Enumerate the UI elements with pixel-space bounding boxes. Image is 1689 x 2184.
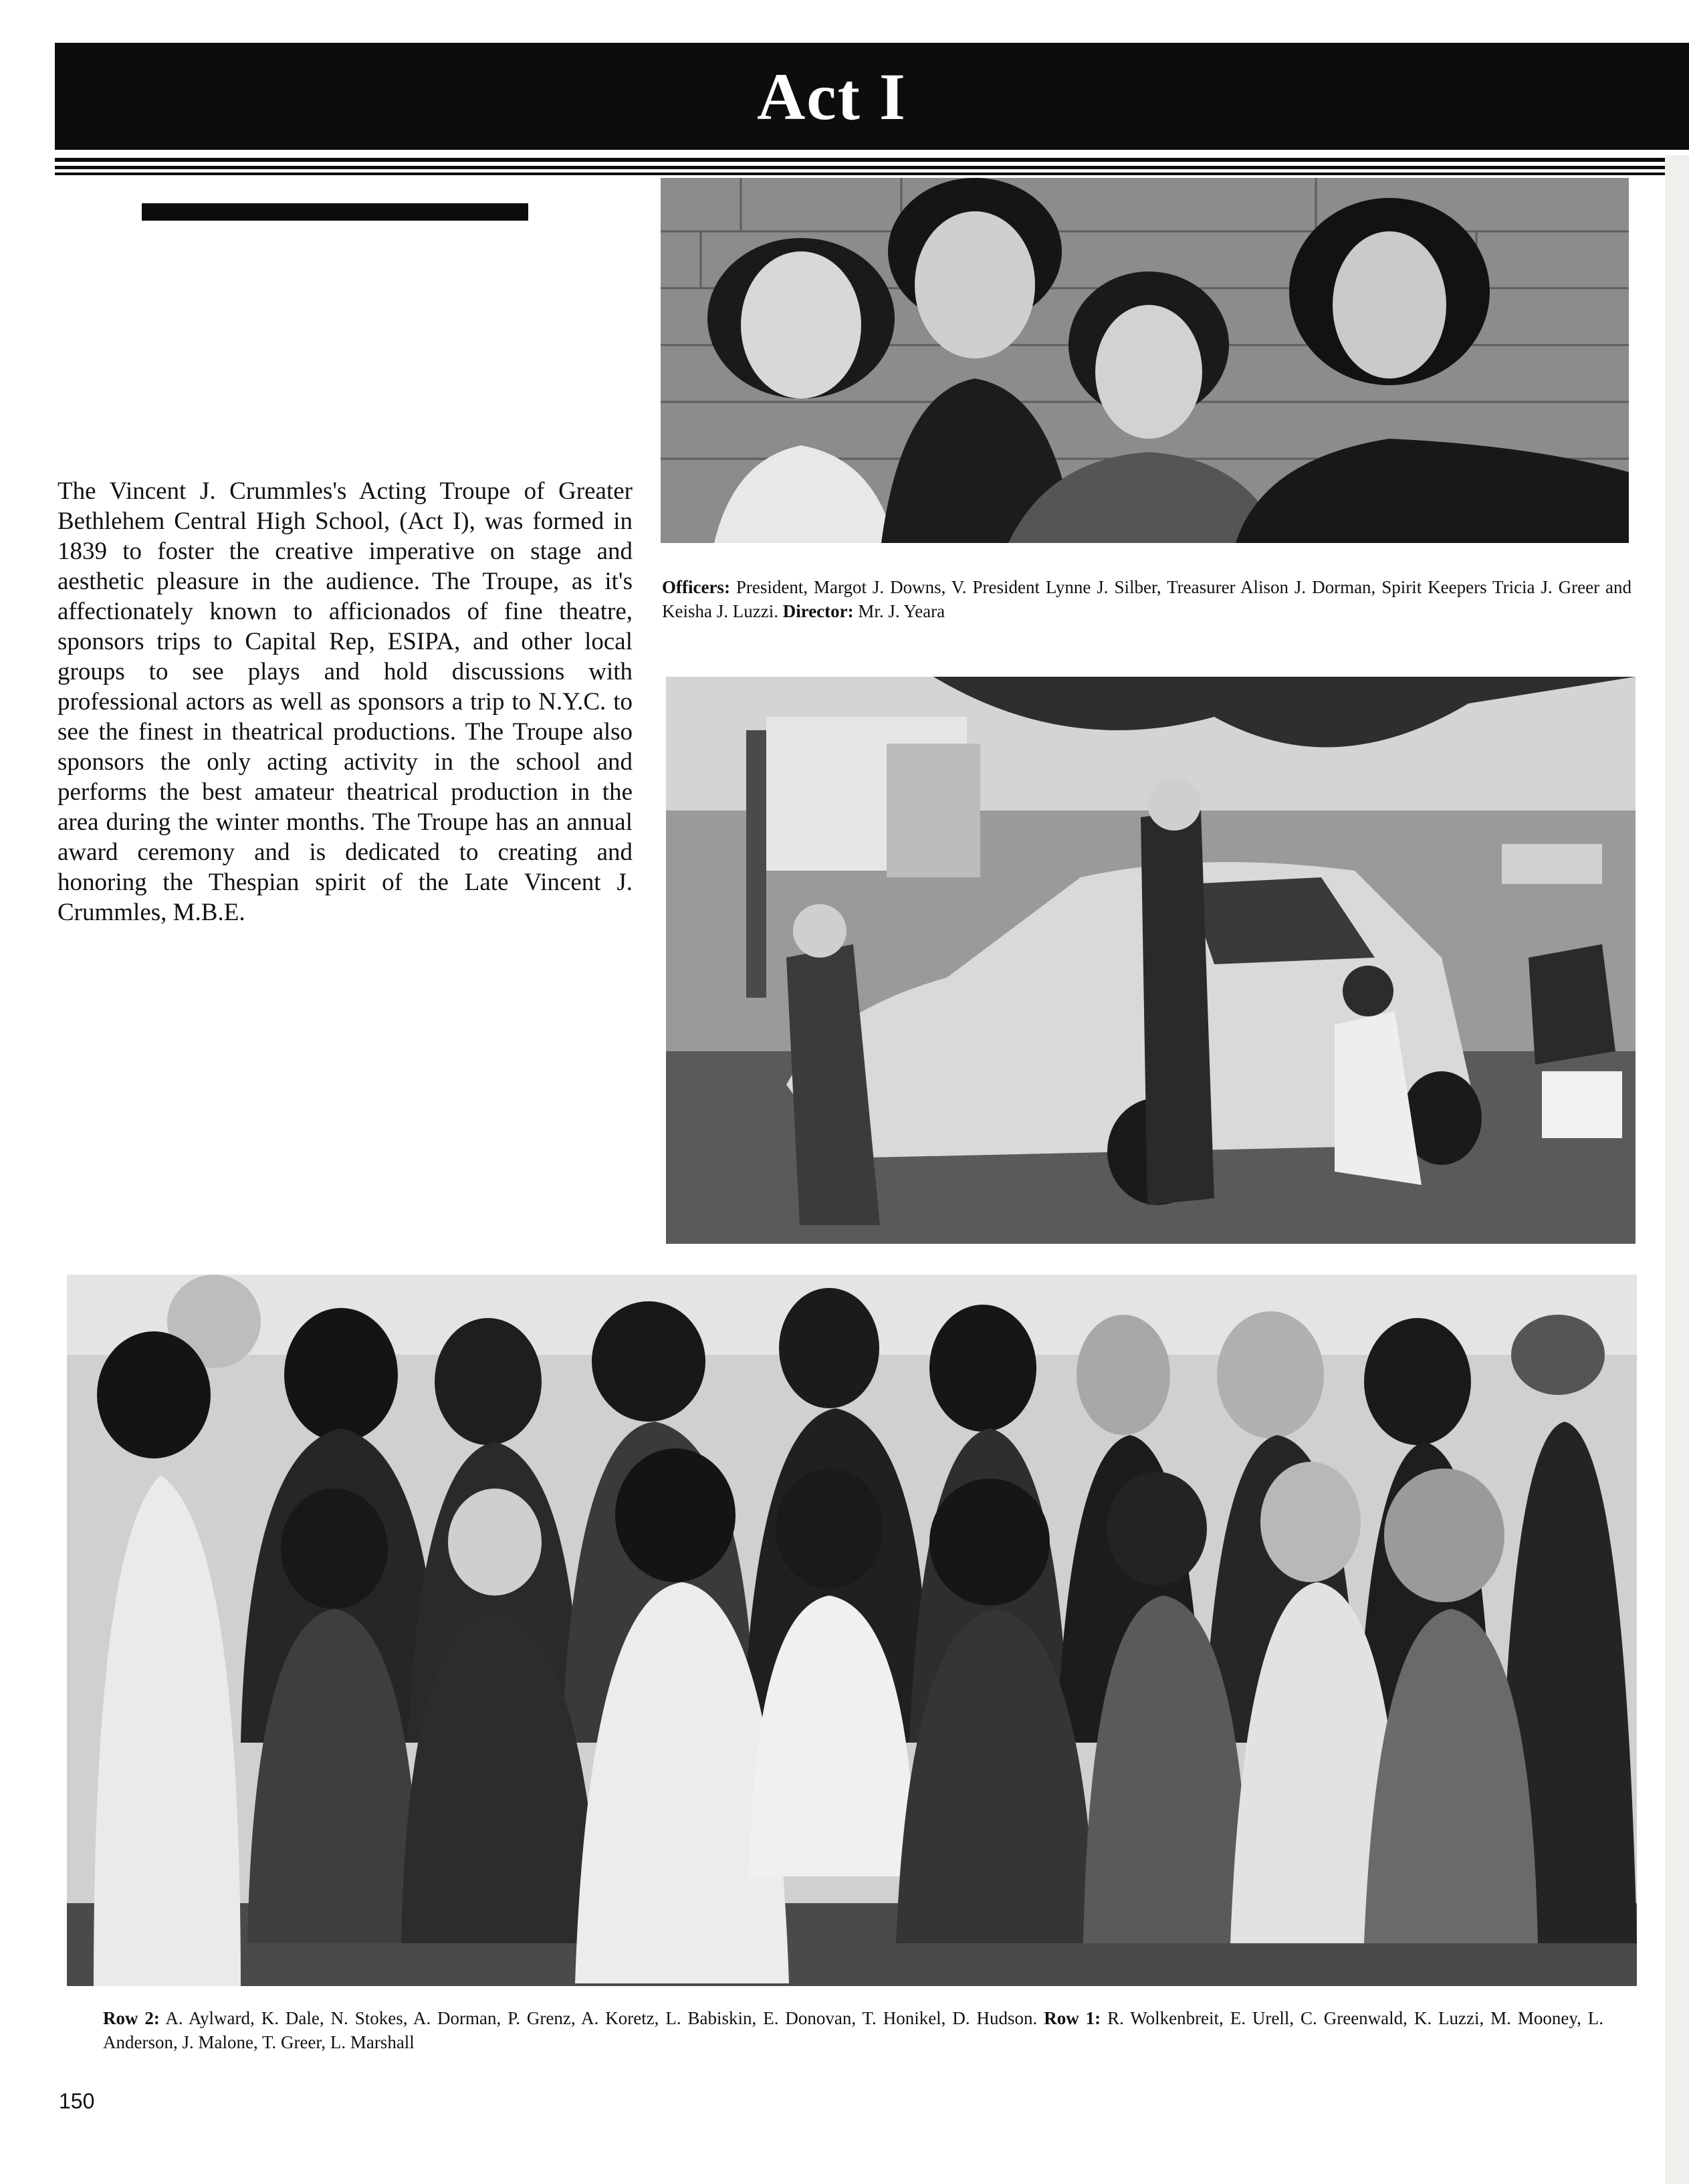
officers-text: President, Margot J. Downs, V. President Lynne J. Silber, Treasurer Alison J. Dorman, Spirit Keepers Tricia J. Greer and Keisha J. Luzzi. xyxy=(662,577,1631,621)
divider-rule-1 xyxy=(55,158,1689,162)
director-label: Director: xyxy=(782,601,854,621)
page-edge-shadow xyxy=(1665,155,1689,2184)
article-body: The Vincent J. Crummles's Acting Troupe of Greater Bethlehem Central High School, (Act I), was formed in 1839 to foster the creative imperative on stage and aesthetic pleasure in the audience. The Troupe, as it's affectionately known to afficionados of fine theatre, sponsors trips to Capital Rep, ESIPA, and other local groups to see plays and hold discussions with professional actors as well as sponsors a trip to N.Y.C. to see the finest in theatrical productions. The Troupe also sponsors the only acting activity in the school and performs the best amateur theatrical production in the area during the winter months. The Troupe has an annual award ceremony and is dedicated to creating and honoring the Thespian spirit of the Late Vincent J. Crummles, M.B.E. xyxy=(58,477,633,926)
group-caption xyxy=(103,2006,1603,2054)
row1-label: Row 1: xyxy=(1044,2008,1101,2028)
divider-rule-2 xyxy=(55,166,1689,169)
divider-rule-3 xyxy=(55,173,1689,175)
officers-caption xyxy=(662,575,1631,623)
accent-bar xyxy=(142,203,528,221)
page-title: Act I xyxy=(757,59,907,134)
row2-text: A. Aylward, K. Dale, N. Stokes, A. Dorman, P. Grenz, A. Koretz, L. Babiskin, E. Donovan, T. Honikel, D. Hudson. xyxy=(159,2008,1044,2028)
director-text: Mr. J. Yeara xyxy=(853,601,945,621)
group-photo xyxy=(67,1275,1637,1986)
officers-label: Officers: xyxy=(662,577,730,597)
row2-label: Row 2: xyxy=(103,2008,160,2028)
car-wash-photo xyxy=(666,677,1636,1244)
officers-photo xyxy=(661,178,1629,543)
title-banner xyxy=(55,43,1689,150)
row1-text: R. Wolkenbreit, E. Urell, C. Greenwald, K. Luzzi, M. Mooney, L. Anderson, J. Malone, T. Greer, L. Marshall xyxy=(103,2008,1603,2052)
page-number: 150 xyxy=(59,2089,95,2113)
